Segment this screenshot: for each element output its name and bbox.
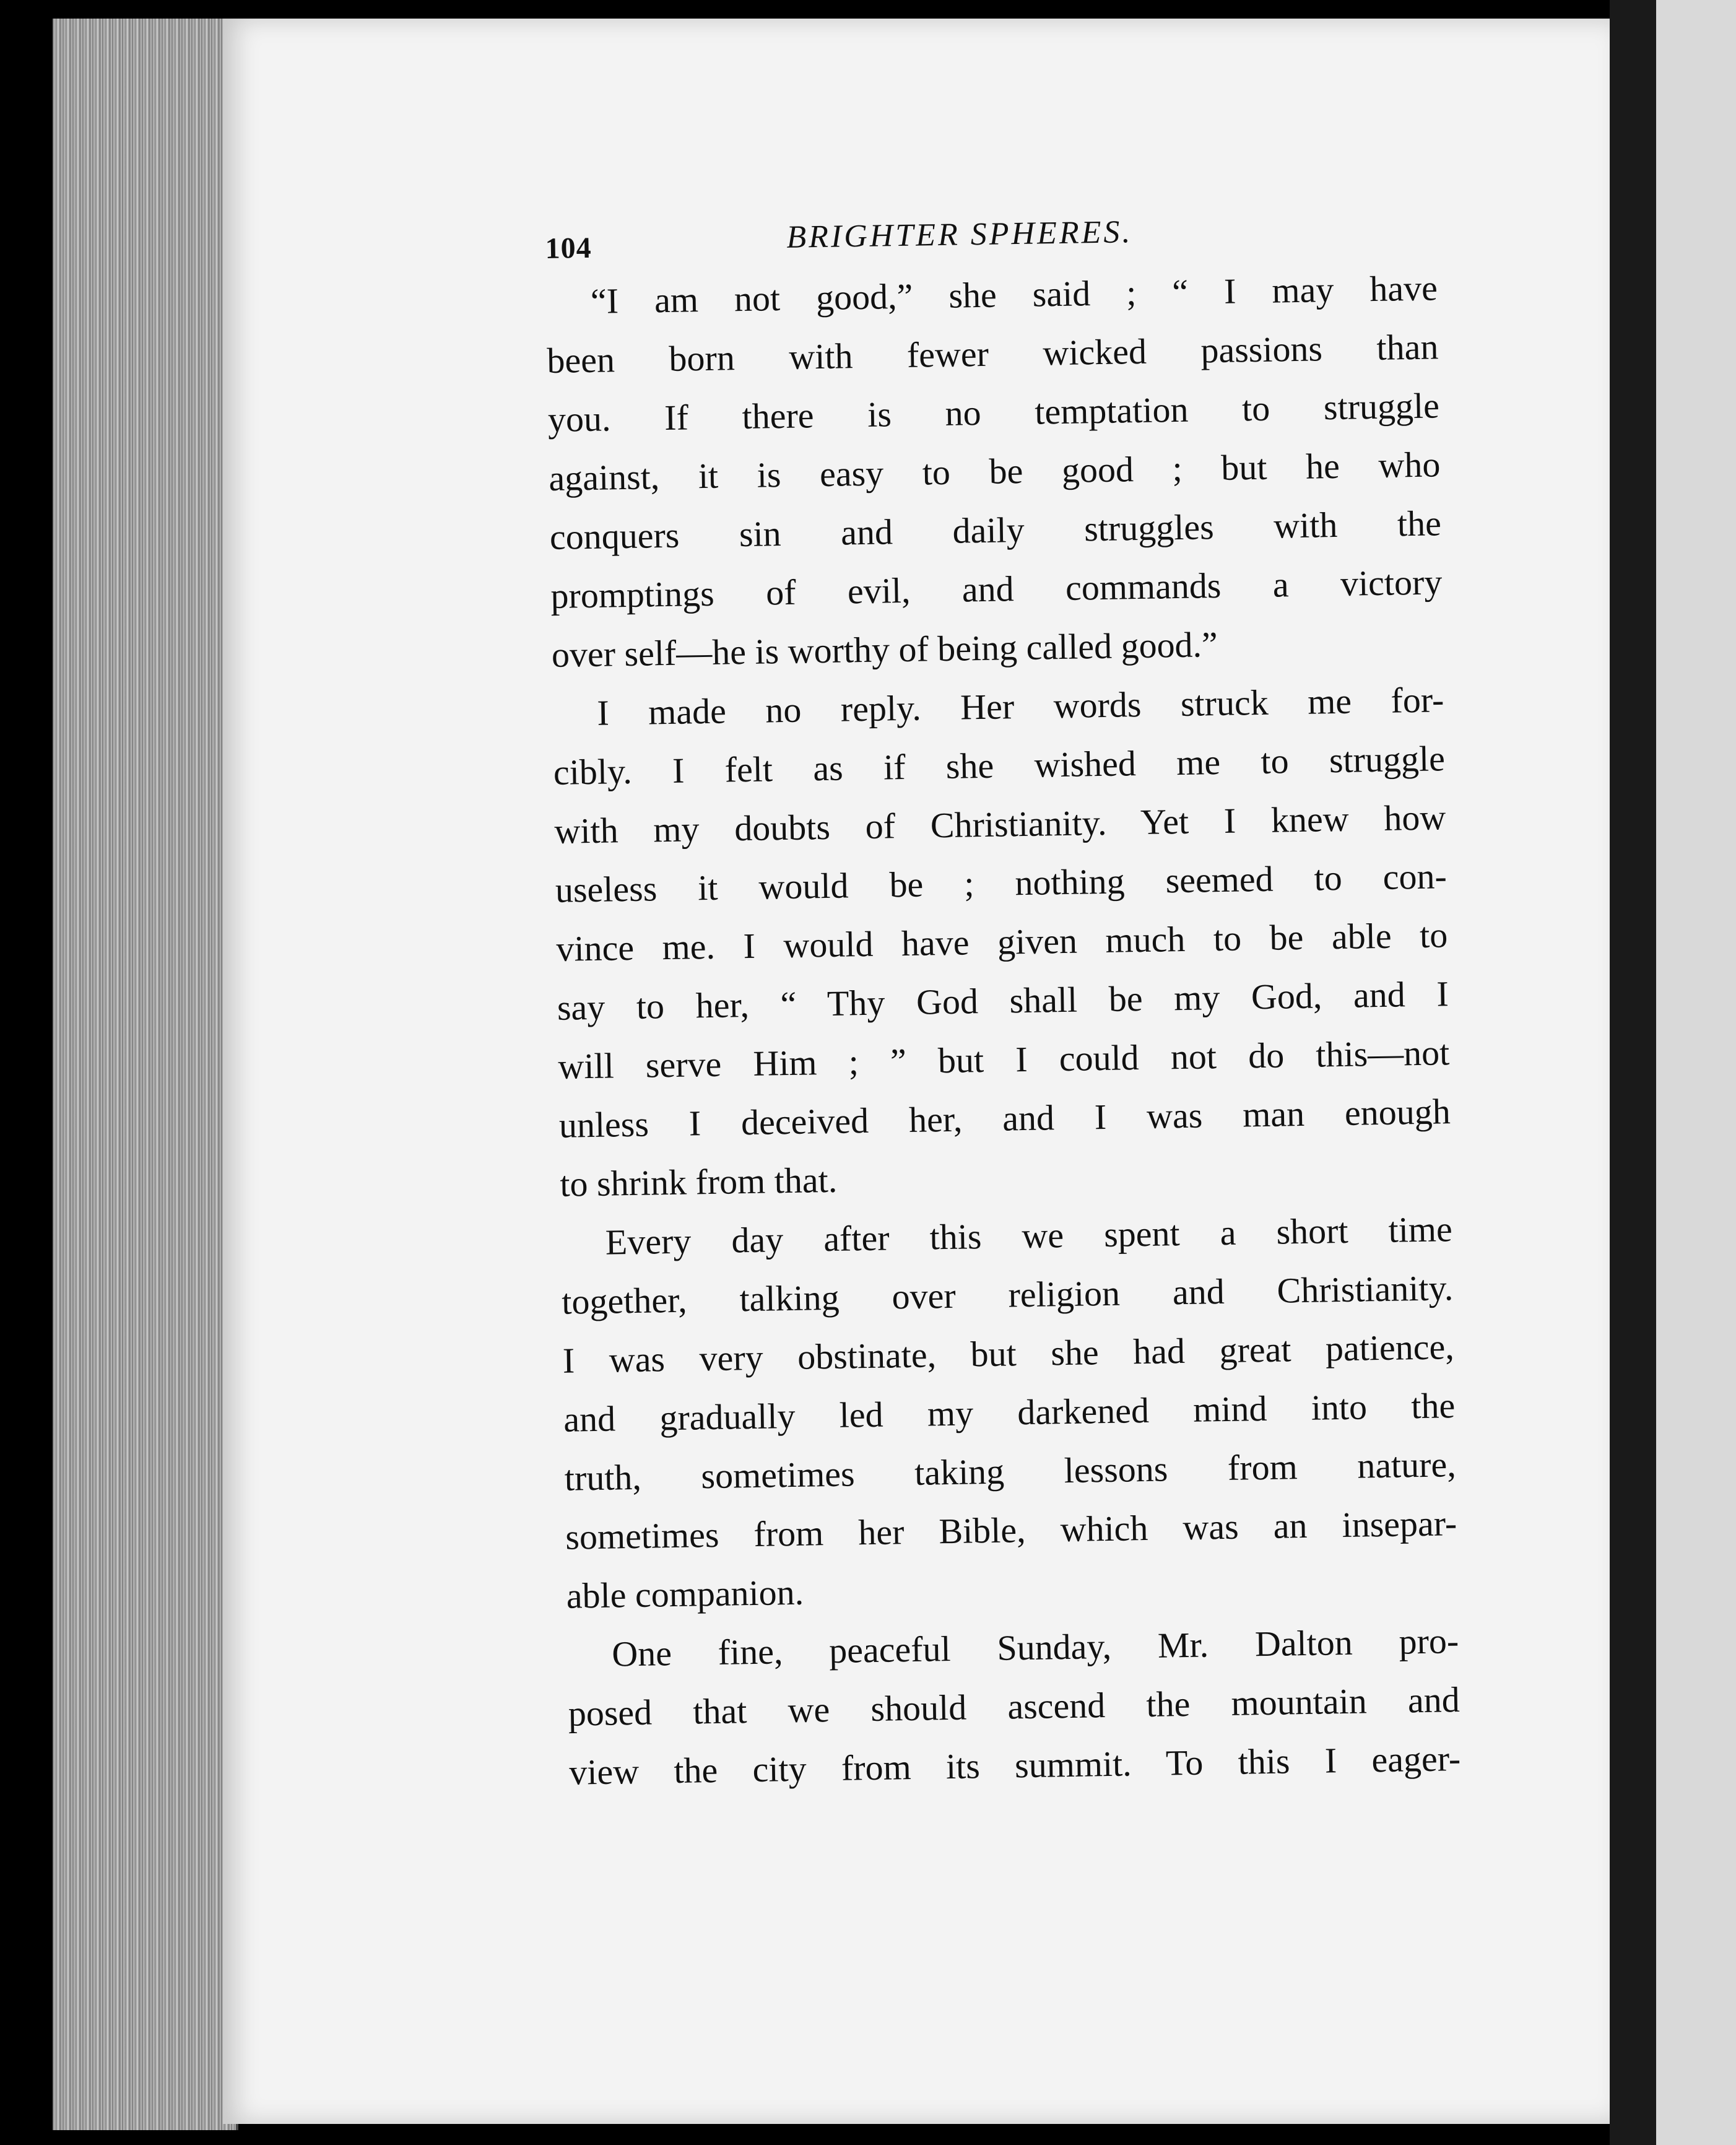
page-number: 104 <box>545 231 592 265</box>
book-page-edges <box>53 19 238 2130</box>
text-line: promptings of evil, and commands a victory <box>550 562 1443 616</box>
text-line: to shrink from that. <box>559 1159 838 1204</box>
paragraph <box>545 258 1443 684</box>
book-gutter <box>1610 0 1656 2145</box>
text-line: been born with fewer wicked passions than <box>546 326 1439 381</box>
text-line: conquers sin and daily struggles with the <box>549 503 1442 557</box>
text-line: I was very obstinate, but she had great patience, <box>562 1326 1455 1381</box>
text-line: sometimes from her Bible, which was an insepar- <box>565 1503 1457 1557</box>
text-line: say to her, “ Thy God shall be my God, and I <box>557 973 1449 1028</box>
text-line: posed that we should ascend the mountain and <box>568 1679 1460 1734</box>
text-line: view the city from its summit. To this I eager- <box>568 1738 1461 1793</box>
text-line: over self—he is worthy of being called good.” <box>551 624 1218 675</box>
text-line: you. If there is no temptation to struggle <box>547 385 1440 440</box>
text-line: against, it is easy to be good ; but he who <box>548 444 1441 498</box>
text-line: unless I deceived her, and I was man enough <box>558 1091 1451 1146</box>
text-line: I made no reply. Her words struck me for- <box>596 679 1444 733</box>
paragraph <box>552 670 1452 1214</box>
text-line: with my doubts of Christianity. Yet I knew how <box>553 797 1446 851</box>
text-line: and gradually led my darkened mind into the <box>563 1385 1456 1440</box>
text-line: together, talking over religion and Christianity. <box>561 1268 1454 1322</box>
text-line: useless it would be ; nothing seemed to con- <box>555 856 1447 910</box>
paragraph <box>560 1199 1458 1625</box>
text-line: One fine, peaceful Sunday, Mr. Dalton pro- <box>611 1621 1459 1674</box>
text-line: able companion. <box>566 1572 804 1616</box>
text-line: truth, sometimes taking lessons from nature, <box>564 1444 1457 1499</box>
text-line: vince me. I would have given much to be able to <box>555 915 1448 969</box>
text-line: cibly. I felt as if she wished me to struggle <box>553 738 1446 793</box>
paragraph <box>567 1611 1461 1802</box>
text-line: “I am not good,” she said ; “ I may have <box>590 268 1438 321</box>
running-title: BRIGHTER SPHERES. <box>786 214 1133 255</box>
text-line: Every day after this we spent a short time <box>605 1209 1453 1263</box>
text-line: will serve Him ; ” but I could not do this—not <box>557 1032 1450 1087</box>
text-block <box>545 209 1461 1801</box>
opposite-page-edge <box>1656 0 1736 2145</box>
